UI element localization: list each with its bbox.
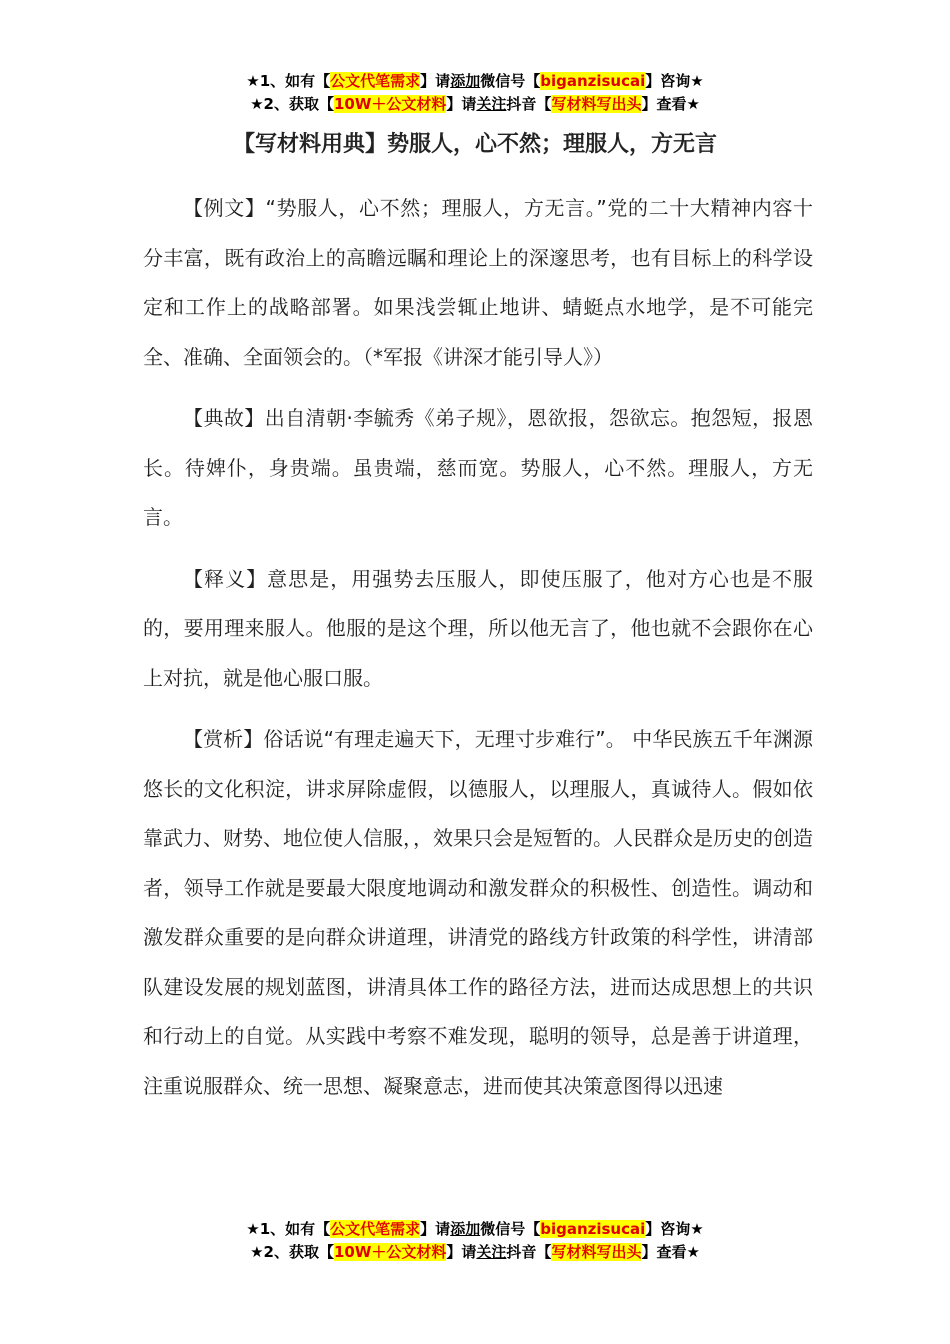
footer-line-1 bbox=[0, 1218, 950, 1241]
paragraph-meaning: 【释义】意思是，用强势去压服人，即使压服了，他对方心也是不服的，要用理来服人。他服的是这个理，所以他无言了，他也就不会跟你在心上对抗，就是他心服口服。 bbox=[143, 566, 813, 690]
footer-line-1-highlight-wechat: biganzisucai bbox=[540, 1220, 646, 1238]
paragraph-appreciation: 【赏析】俗话说“有理走遍天下，无理寸步难行”。 中华民族五千年渊源悠长的文化积淀，讲求屏除虚假，以德服人，以理服人，真诚待人。假如依靠武力、财势、地位使人信服，，效果只会是短暂的。人民群众是历史的创造者，领导工作就是要最大限度地调动和激发群众的积极性、创造性。调动和激发群众重要的是向群众讲道理，讲清党的路线方针政策的科学性，讲清部队建设发展的规划蓝图，讲清具体工作的路径方法，进而达成思想上的共识和行动上的自觉。从实践中考察不难发现，聪明的领导，总是善于讲道理，注重说服群众、统一思想、凝聚意志，进而使其决策意图得以迅速 bbox=[143, 727, 813, 1098]
header-line-1-highlight-wechat: biganzisucai bbox=[540, 72, 646, 90]
footer-line-1-prefix: ★1、如有【 bbox=[246, 1220, 331, 1238]
header-line-2-text: 】请 bbox=[446, 95, 477, 113]
header-line-1 bbox=[0, 70, 950, 93]
header-line-2-highlight-douyin: 写材料写出头 bbox=[551, 95, 642, 113]
document-body bbox=[143, 184, 813, 1123]
header-banner bbox=[0, 70, 950, 116]
footer-line-1-underlined: 添加 bbox=[450, 1220, 481, 1238]
header-line-1-prefix: ★1、如有【 bbox=[246, 72, 331, 90]
page-title: 【写材料用典】势服人，心不然；理服人，方无言 bbox=[232, 132, 717, 157]
header-line-1-text: 】请 bbox=[420, 72, 451, 90]
footer-banner bbox=[0, 1218, 950, 1264]
header-line-2-prefix: ★2、获取【 bbox=[250, 95, 334, 113]
footer-line-1-text: 】请 bbox=[420, 1220, 451, 1238]
paragraph-example: 【例文】“势服人，心不然；理服人，方无言。”党的二十大精神内容十分丰富，既有政治上的高瞻远瞩和理论上的深邃思考，也有目标上的科学设定和工作上的战略部署。如果浅尝辄止地讲、蜻蜓点水地学，是不可能完全、准确、全面领会的。（*军报《讲深才能引导人》） bbox=[143, 196, 813, 369]
footer-line-1-text-2: 微信号【 bbox=[480, 1220, 541, 1238]
paragraph-allusion: 【典故】出自清朝·李毓秀《弟子规》，恩欲报，怨欲忘。抱怨短，报恩长。待婢仆，身贵端。虽贵端，慈而宽。势服人，心不然。理服人，方无言。 bbox=[143, 406, 813, 529]
footer-line-1-suffix: 】咨询★ bbox=[645, 1220, 704, 1238]
header-line-2-highlight-materials: 10W＋公文材料 bbox=[333, 95, 447, 113]
footer-line-2-text-2: 抖音【 bbox=[506, 1243, 552, 1261]
header-line-2-text-2: 抖音【 bbox=[506, 95, 552, 113]
header-line-2-underlined: 关注 bbox=[476, 95, 507, 113]
footer-line-1-highlight-service: 公文代笔需求 bbox=[330, 1220, 421, 1238]
footer-line-2 bbox=[0, 1241, 950, 1264]
header-line-2-suffix: 】查看★ bbox=[641, 95, 700, 113]
header-line-1-suffix: 】咨询★ bbox=[645, 72, 704, 90]
footer-line-2-highlight-materials: 10W＋公文材料 bbox=[333, 1243, 447, 1261]
footer-line-2-highlight-douyin: 写材料写出头 bbox=[551, 1243, 642, 1261]
header-line-1-highlight-service: 公文代笔需求 bbox=[330, 72, 421, 90]
footer-line-2-suffix: 】查看★ bbox=[641, 1243, 700, 1261]
footer-line-2-text: 】请 bbox=[446, 1243, 477, 1261]
header-line-1-underlined: 添加 bbox=[450, 72, 481, 90]
header-line-1-text-2: 微信号【 bbox=[480, 72, 541, 90]
header-line-2 bbox=[0, 93, 950, 116]
footer-line-2-underlined: 关注 bbox=[476, 1243, 507, 1261]
footer-line-2-prefix: ★2、获取【 bbox=[250, 1243, 334, 1261]
